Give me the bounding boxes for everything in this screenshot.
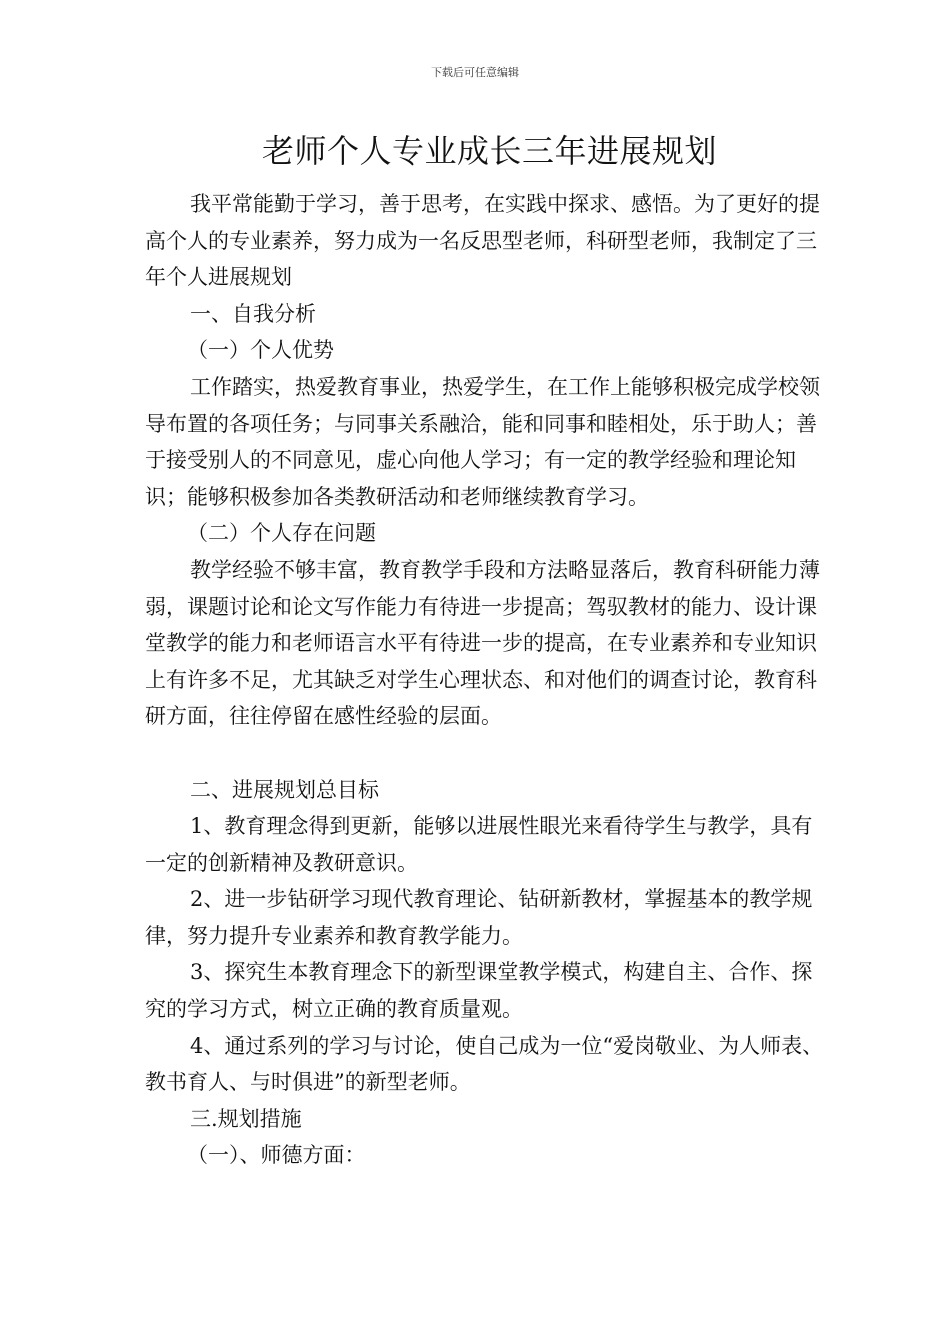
subheading-ethics: （一）、师德方面：	[187, 1143, 366, 1168]
subheading-problems: （二）个人存在问题	[187, 521, 376, 546]
section-heading-self-analysis: 一、自我分析	[190, 301, 316, 326]
goal-item-2: 2、进一步钻研学习现代教育理论、钻研新教材，掌握基本的教学规律，努力提升专业素养和教育教学能力。	[145, 887, 813, 948]
problems-paragraph: 教学经验不够丰富，教育教学手段和方法略显落后，教育科研能力薄弱，课题讨论和论文写作能力有待进一步提高；驾驭教材的能力、设计课堂教学的能力和老师语言水平有待进一步的提高，在专业素养和专业知识上有许多不足，尤其缺乏对学生心理状态、和对他们的调查讨论，教育科研方面，往往停留在感性经验的层面。	[145, 557, 820, 729]
strengths-paragraph: 工作踏实，热爱教育事业，热爱学生，在工作上能够积极完成学校领导布置的各项任务；与同事关系融洽，能和同事和睦相处，乐于助人；善于接受别人的不同意见，虚心向他人学习；有一定的教学经验和理论知识；能够积极参加各类教研活动和老师继续教育学习。	[145, 374, 820, 509]
goal-item-4: 4、通过系列的学习与讨论，使自己成为一位“爱岗敬业、为人师表、教书育人、与时俱进”的新型老师。	[145, 1033, 824, 1095]
section-heading-measures: 三.规划措施	[190, 1106, 302, 1131]
goal-item-1: 1、教育理念得到更新，能够以进展性眼光来看待学生与教学，具有一定的创新精神及教研意识。	[145, 814, 813, 875]
intro-paragraph: 我平常能勤于学习，善于思考，在实践中探求、感悟。为了更好的提高个人的专业素养，努力成为一名反思型老师，科研型老师，我制定了三年个人进展规划	[145, 192, 820, 290]
goal-item-3: 3、探究生本教育理念下的新型课堂教学模式，构建自主、合作、探究的学习方式，树立正确的教育质量观。	[145, 960, 813, 1022]
blank-line	[145, 735, 830, 772]
document-body	[145, 186, 830, 1174]
subheading-strengths: （一）个人优势	[187, 338, 334, 363]
header-note: 下载后可任意编辑	[431, 66, 519, 79]
section-heading-goals: 二、进展规划总目标	[190, 777, 379, 802]
document-title: 老师个人专业成长三年进展规划	[262, 132, 718, 170]
